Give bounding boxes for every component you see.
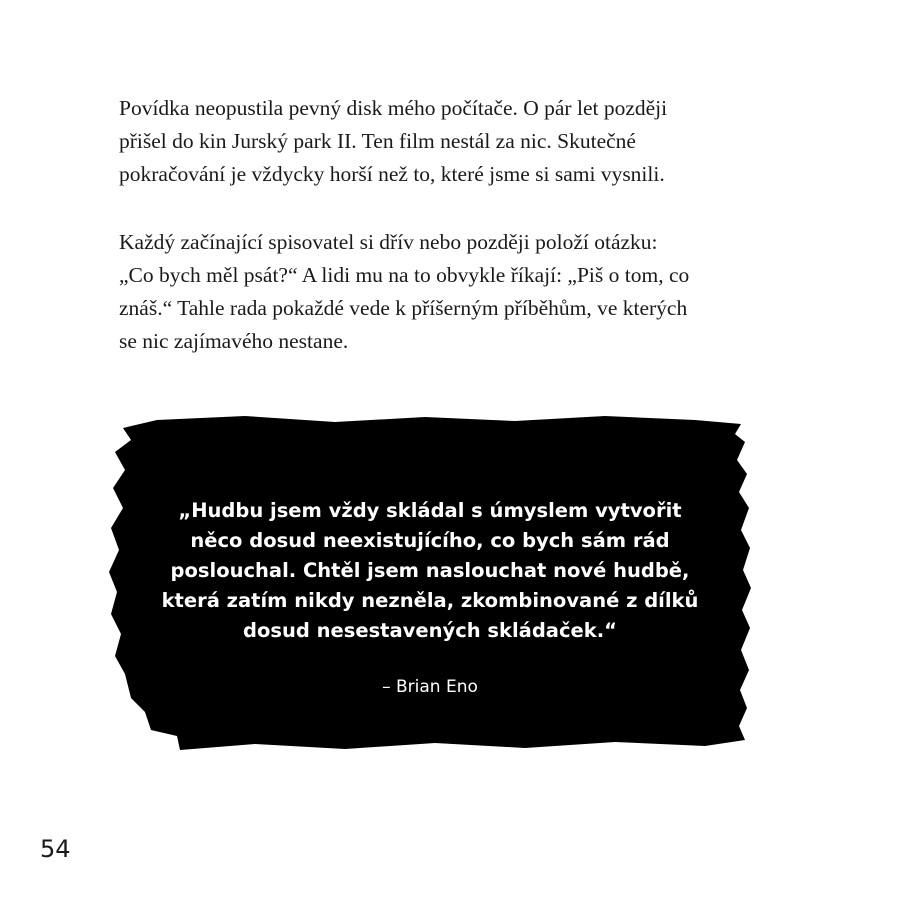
quote-box (105, 412, 755, 757)
paragraph-line: přišel do kin Jurský park II. Ten film nestál za nic. Skutečné (119, 129, 636, 153)
quote-line: „Hudbu jsem vždy skládal s úmyslem vytvořit (178, 499, 682, 522)
paragraph-1 (119, 92, 799, 191)
quote-line: poslouchal. Chtěl jsem naslouchat nové hudbě, (170, 559, 690, 582)
page-number: 54 (40, 835, 71, 863)
quote-line: která zatím nikdy nezněla, zkombinované z dílků (161, 589, 699, 612)
paragraph-line: znáš.“ Tahle rada pokaždé vede k příšerným příběhům, ve kterých (119, 296, 688, 320)
paragraph-line: „Co bych měl psát?“ A lidi mu na to obvykle říkají: „Piš o tom, co (119, 263, 690, 287)
paragraph-line: Každý začínající spisovatel si dřív nebo později položí otázku: (119, 230, 658, 254)
paragraph-line: pokračování je vždycky horší než to, které jsme si sami vysnili. (119, 162, 665, 186)
quote-author: – Brian Eno (382, 677, 478, 697)
paragraph-line: Povídka neopustila pevný disk mého počítače. O pár let později (119, 96, 668, 120)
quote-text (105, 496, 755, 646)
quote-line: něco dosud neexistujícího, co bych sám rád (190, 529, 670, 552)
paragraph-line: se nic zajímavého nestane. (119, 329, 349, 353)
paragraph-2 (119, 226, 799, 358)
quote-line: dosud nesestavených skládaček.“ (243, 619, 617, 642)
